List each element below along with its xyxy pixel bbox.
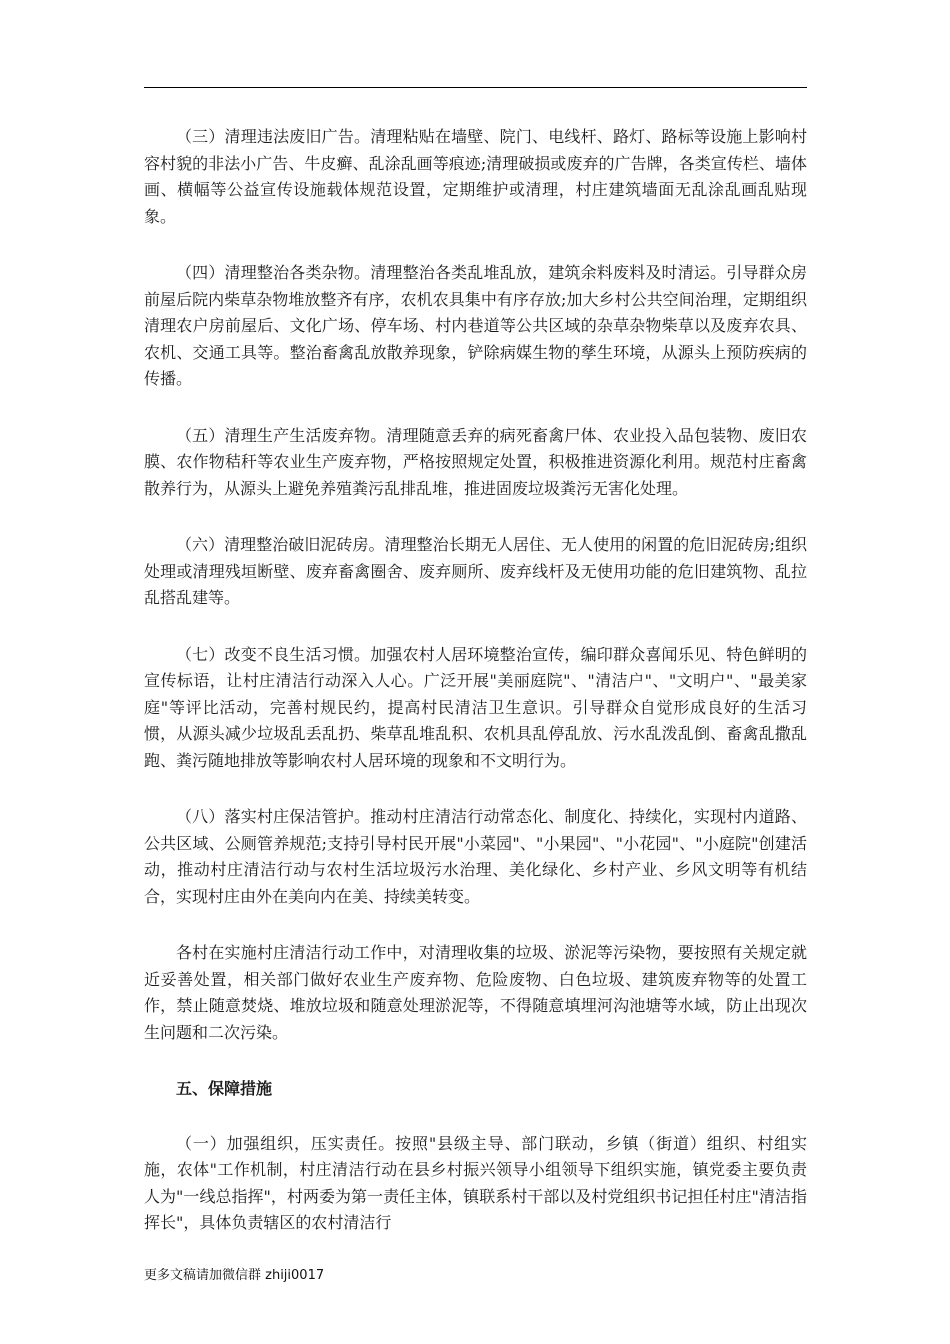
paragraph-8-maintenance: （八）落实村庄保洁管护。推动村庄清洁行动常态化、制度化、持续化，实现村内道路、公共区域、公厕管养规范;支持引导村民开展"小菜园"、"小果园"、"小花园"、"小庭院"创建活动，推动村庄清洁行动与农村生活垃圾污水治理、美化绿化、乡村产业、乡风文明等有机结合，实现村庄由外在美向内在美、持续美转变。	[144, 807, 807, 906]
header-rule	[144, 87, 807, 88]
document-body	[144, 124, 807, 1267]
paragraph-3-clean-ads: （三）清理违法废旧广告。清理粘贴在墙壁、院门、电线杆、路灯、路标等设施上影响村容村貌的非法小广告、牛皮癣、乱涂乱画等痕迹;清理破损或废弃的广告牌，各类宣传栏、墙体画、横幅等公益宣传设施载体规范设置，定期维护或清理，村庄建筑墙面无乱涂乱画乱贴现象。	[144, 127, 807, 226]
paragraph-5-clean-waste: （五）清理生产生活废弃物。清理随意丢弃的病死畜禽尸体、农业投入品包装物、废旧农膜、农作物秸秆等农业生产废弃物，严格按照规定处置，积极推进资源化利用。规范村庄畜禽散养行为，从源头上避免养殖粪污乱排乱堆，推进固废垃圾粪污无害化处理。	[144, 425, 807, 498]
paragraph-7-habits: （七）改变不良生活习惯。加强农村人居环境整治宣传，编印群众喜闻乐见、特色鲜明的宣传标语，让村庄清洁行动深入人心。广泛开展"美丽庭院"、"清洁户"、"文明户"、"最美家庭"等评比活动，完善村规民约，提高村民清洁卫生意识。引导群众自觉形成良好的生活习惯，从源头减少垃圾乱丢乱扔、柴草乱堆乱积、农机具乱停乱放、污水乱泼乱倒、畜禽乱撒乱跑、粪污随地排放等影响农村人居环境的现象和不文明行为。	[144, 644, 807, 770]
paragraph-measures-1: （一）加强组织，压实责任。按照"县级主导、部门联动，乡镇（街道）组织、村组实施，农体"工作机制，村庄清洁行动在县乡村振兴领导小组领导下组织实施，镇党委主要负责人为"一线总指挥"，村两委为第一责任主体，镇联系村干部以及村党组织书记担任村庄"清洁指挥长"，具体负责辖区的农村清洁行	[144, 1133, 807, 1232]
section-heading: 五、保障措施	[176, 1079, 273, 1098]
paragraph-4-clean-debris: （四）清理整治各类杂物。清理整治各类乱堆乱放，建筑余料废料及时清运。引导群众房前屋后院内柴草杂物堆放整齐有序，农机农具集中有序存放;加大乡村公共空间治理，定期组织清理农户房前屋后、文化广场、停车场、村内巷道等公共区域的杂草杂物柴草以及废弃农具、农机、交通工具等。整治畜禽乱放散养现象，铲除病媒生物的孳生环境，从源头上预防疾病的传播。	[144, 263, 807, 388]
footer-note: 更多文稿请加微信群 zhiji0017	[144, 1268, 325, 1283]
paragraph-disposal: 各村在实施村庄清洁行动工作中，对清理收集的垃圾、淤泥等污染物，要按照有关规定就近妥善处置，相关部门做好农业生产废弃物、危险废物、白色垃圾、建筑废弃物等的处置工作，禁止随意焚烧、堆放垃圾和随意处理淤泥等，不得随意填埋河沟池塘等水域，防止出现次生问题和二次污染。	[144, 943, 807, 1042]
paragraph-6-clean-old-houses: （六）清理整治破旧泥砖房。清理整治长期无人居住、无人使用的闲置的危旧泥砖房;组织处理或清理残垣断壁、废弃畜禽圈舍、废弃厕所、废弃线杆及无使用功能的危旧建筑物、乱拉乱搭乱建等。	[144, 535, 807, 607]
